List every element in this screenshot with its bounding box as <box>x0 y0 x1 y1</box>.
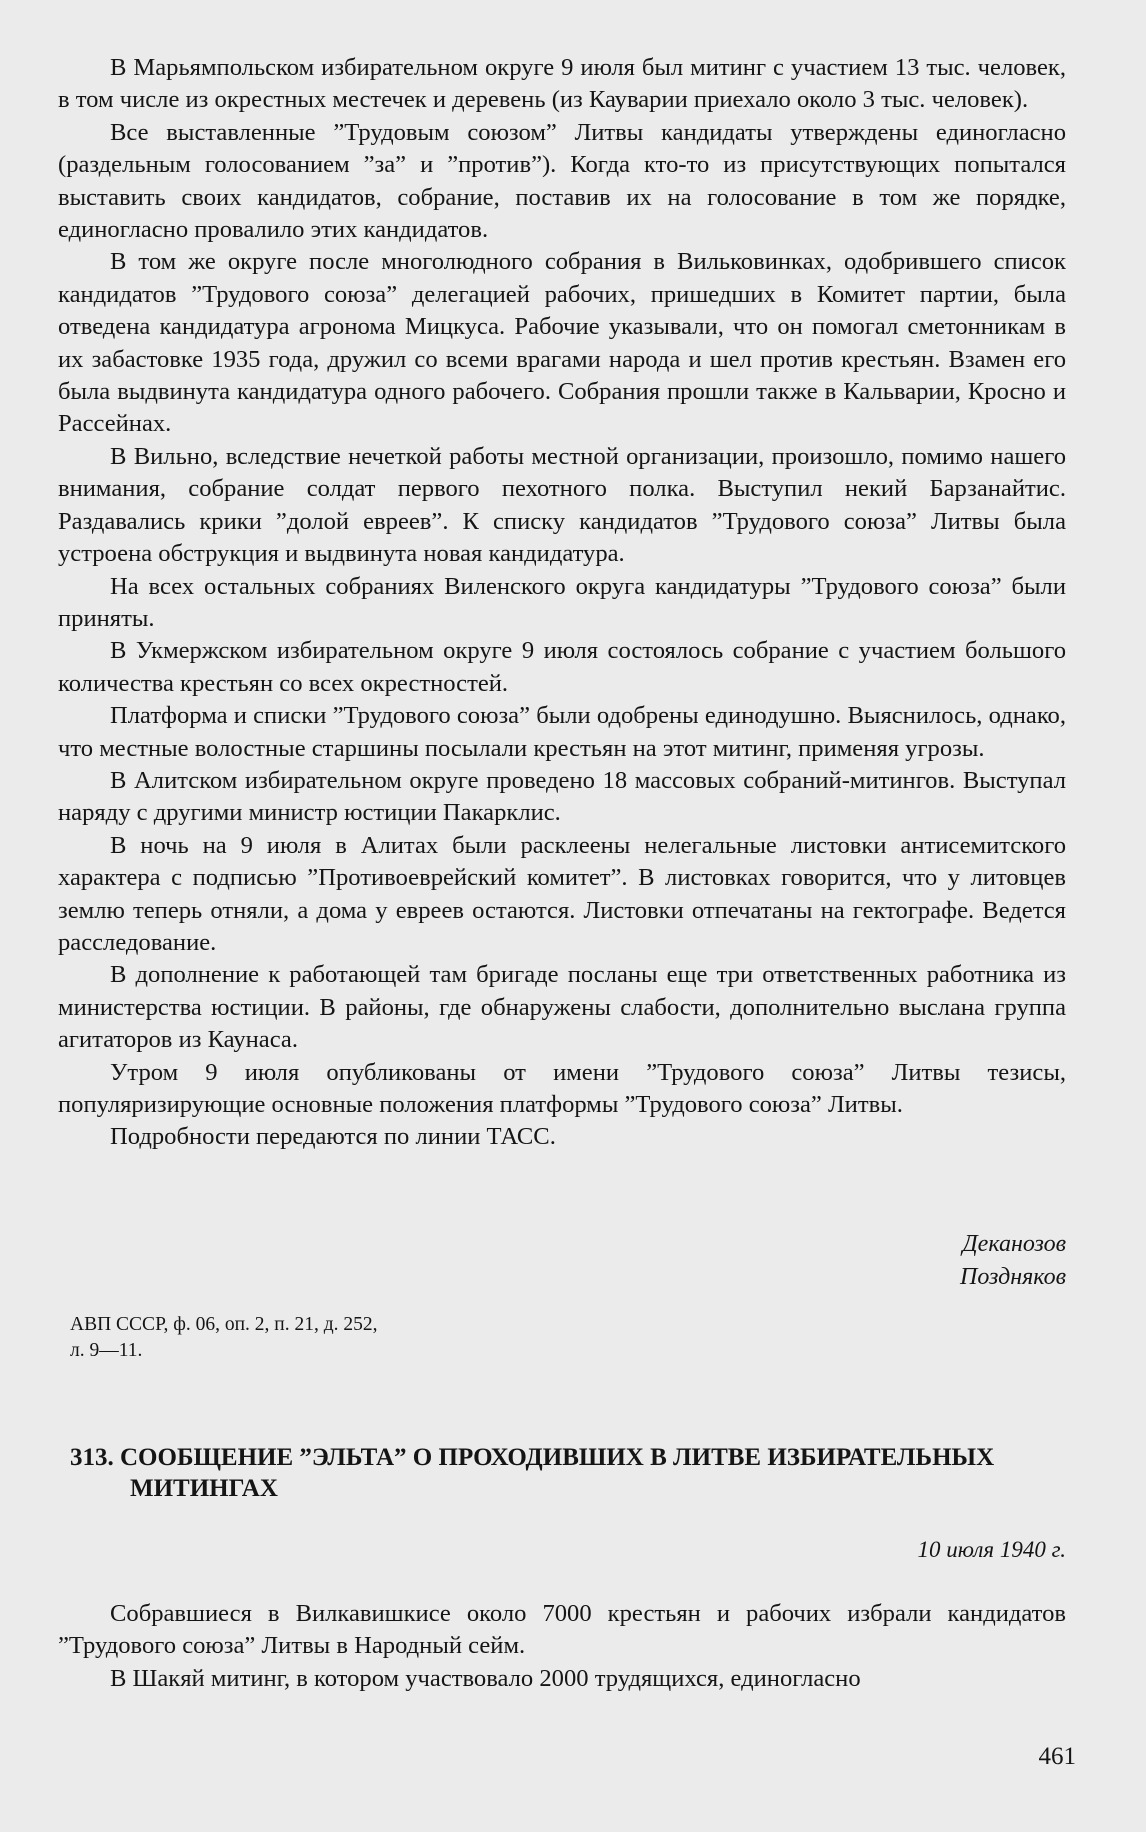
paragraph: В Вильно, вследствие нечеткой работы местной организации, произошло, помимо нашего внимания, собрание солдат первого пехотного полка. Выступил некий Барзанайтис. Раздавались крики ”долой евреев”. К списку кандидатов ”Трудового союза” Литвы была устроена обструкция и выдвинута новая кандидатура. <box>58 442 1066 568</box>
paragraph: Подробности передаются по линии ТАСС. <box>110 1123 556 1151</box>
paragraph: Собравшиеся в Вилкавишкисе около 7000 крестьян и рабочих избрали кандидатов ”Трудового союза” Литвы в Народный сейм. <box>58 1600 1066 1660</box>
paragraph: На всех остальных собраниях Виленского округа кандидатуры ”Трудового союза” были приняты. <box>58 572 1066 632</box>
signature-dekanozov: Деканозов <box>962 1231 1066 1257</box>
paragraph: В ночь на 9 июля в Алитах были расклеены нелегальные листовки антисемитского характера с подписью ”Противоеврейский комитет”. В листовках говорится, что у литовцев землю теперь отняли, а дома у евреев остаются. Листовки отпечатаны на гектографе. Ведется расследование. <box>58 831 1066 956</box>
page-number: 461 <box>1038 1743 1076 1770</box>
paragraph: В Марьямпольском избирательном округе 9 июля был митинг с участием 13 тыс. человек, в том числе из окрестных местечек и деревень (из Кауварии приехало около 3 тыс. человек). <box>58 54 1066 114</box>
source-line: АВП СССР, ф. 06, оп. 2, п. 21, д. 252, <box>70 1314 378 1335</box>
paragraph: В Укмержском избирательном округе 9 июля состоялось собрание с участием большого количества крестьян со всех окрестностей. <box>58 637 1066 697</box>
archive-source-note <box>70 1312 490 1364</box>
paragraph: В дополнение к работающей там бригаде посланы еще три ответственных работника из министерства юстиции. В районы, где обнаружены слабости, дополнительно выслана группа агитаторов из Каунаса. <box>58 961 1066 1054</box>
signatures <box>960 1228 1066 1294</box>
paragraph: Все выставленные ”Трудовым союзом” Литвы кандидаты утверждены единогласно (раздельным голосованием ”за” и ”против”). Когда кто-то из присутствующих попытался выставить своих кандидатов, собрание, поставив их на голосование в том же порядке, единогласно провалило этих кандидатов. <box>58 118 1066 244</box>
section-date: 10 июля 1940 г. <box>917 1537 1066 1562</box>
paragraph: В Алитском избирательном округе проведено 18 массовых собраний-митингов. Выступал наряду с другими министр юстиции Пакарклис. <box>58 766 1066 827</box>
signature-pozdnyakov: Поздняков <box>960 1264 1066 1290</box>
paragraph: В том же округе после многолюдного собрания в Вильковинках, одобрившего список кандидатов ”Трудового союза” делегацией рабочих, пришедших в Комитет партии, была отведена кандидатура агронома Мицкуса. Рабочие указывали, что он помогал сметонникам в их забастовке 1935 года, дружил со всеми врагами народа и шел против крестьян. Взамен его была выдвинута кандидатура одного рабочего. Собрания прошли также в Кальварии, Кросно и Рассейнах. <box>58 248 1066 438</box>
paragraph: Платформа и списки ”Трудового союза” были одобрены единодушно. Выяснилось, однако, что местные волостные старшины посылали крестьян на этот митинг, применяя угрозы. <box>58 702 1066 762</box>
section-text <box>58 1598 1066 1695</box>
paragraph: В Шакяй митинг, в котором участвовало 2000 трудящихся, единогласно <box>110 1664 861 1692</box>
source-line: л. 9—11. <box>70 1340 143 1361</box>
section-title: 313. СООБЩЕНИЕ ”ЭЛЬТА” О ПРОХОДИВШИХ В ЛИТВЕ ИЗБИРАТЕЛЬНЫХ МИТИНГАХ <box>70 1444 995 1502</box>
paragraph: Утром 9 июля опубликованы от имени ”Трудового союза” Литвы тезисы, популяризирующие основные положения платформы ”Трудового союза” Литвы. <box>58 1058 1066 1118</box>
main-text <box>58 52 1066 1154</box>
